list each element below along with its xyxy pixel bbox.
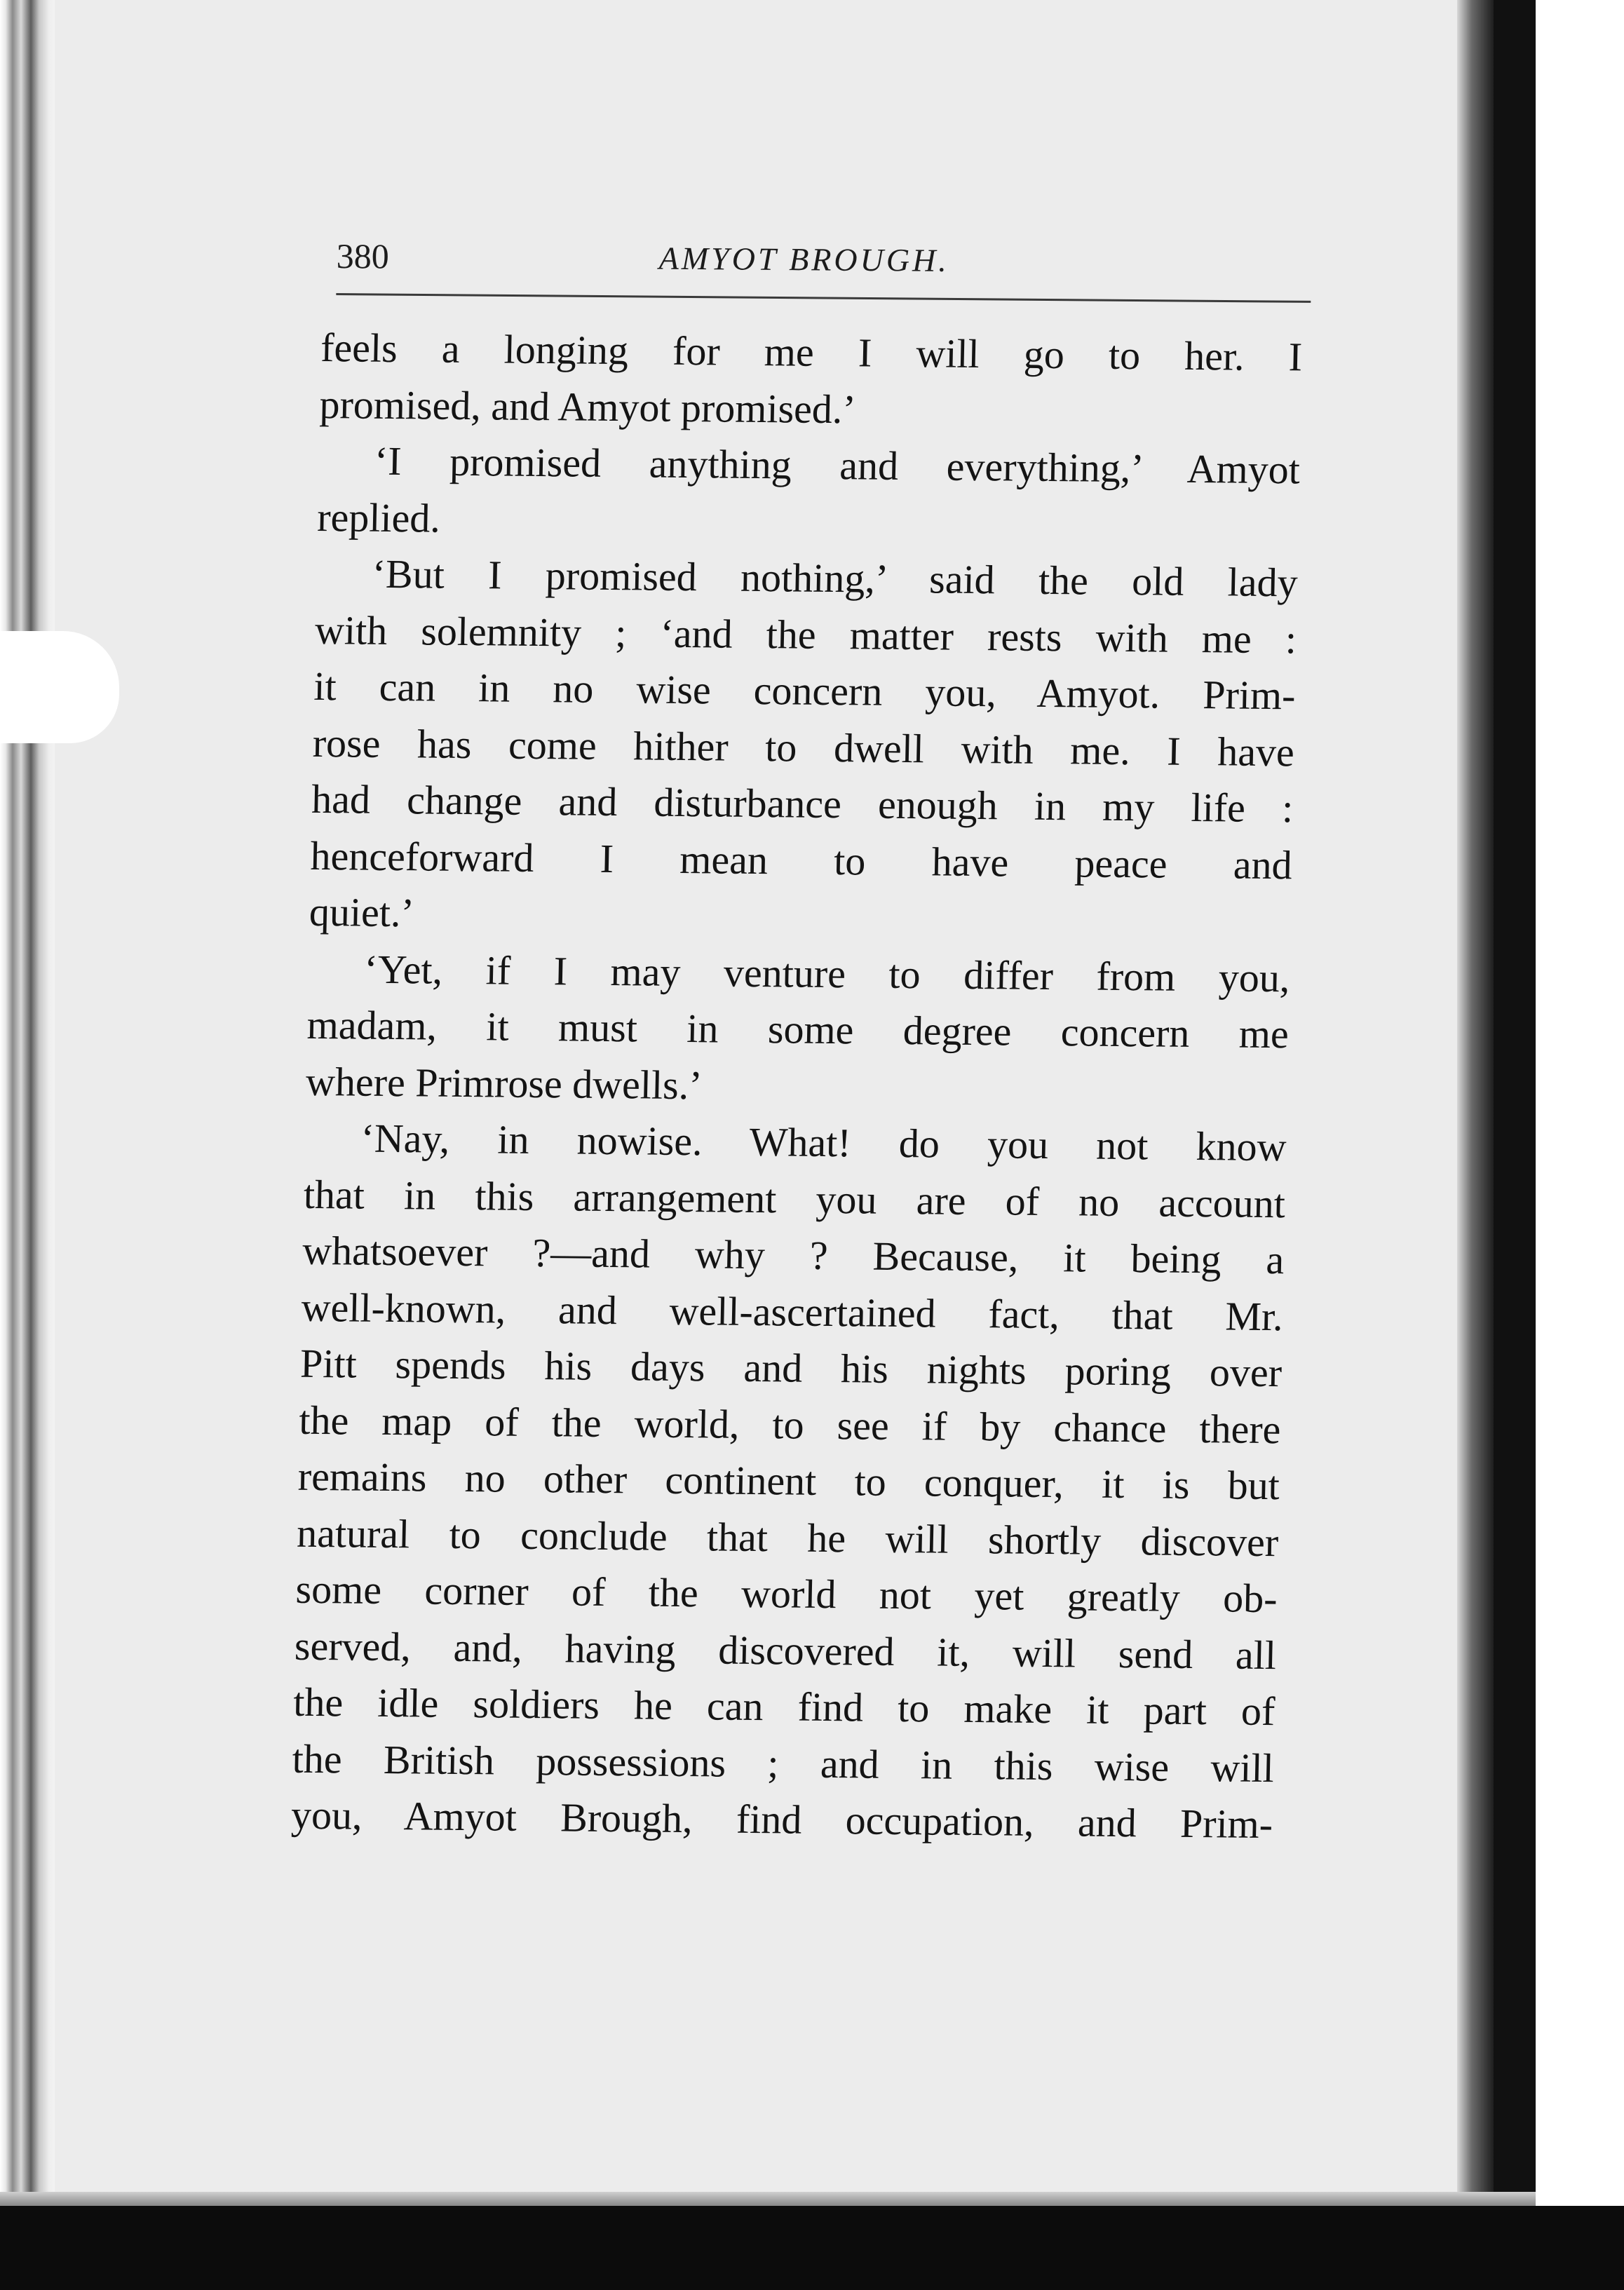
- text-line: the British possessions ; and in this wise will: [292, 1735, 1275, 1791]
- text-line: well-known, and well-ascertained fact, that Mr.: [301, 1284, 1284, 1339]
- text-line: replied.: [316, 494, 441, 541]
- text-line: some corner of the world not yet greatly ob-: [295, 1566, 1278, 1622]
- page-right-edge-shadow: [1457, 0, 1494, 2206]
- body-text: [290, 320, 1303, 1853]
- text-line: Pitt spends his days and his nights poring over: [299, 1340, 1283, 1396]
- text-line: quiet.’: [309, 888, 415, 936]
- text-line: with solemnity ; ‘and the matter rests with me :: [314, 607, 1297, 662]
- text-line: rose has come hither to dwell with me. I have: [312, 719, 1295, 775]
- text-line: it can in no wise concern you, Amyot. Prim-: [313, 663, 1297, 719]
- page-gutter: [1494, 0, 1536, 2206]
- text-line: ‘Nay, in nowise. What! do you not know: [360, 1115, 1287, 1170]
- text-line: the idle soldiers he can find to make it part of: [292, 1679, 1276, 1735]
- text-line: that in this arrangement you are of no account: [303, 1171, 1286, 1226]
- page-header: [336, 236, 1311, 306]
- text-line: remains no other continent to conquer, it is but: [297, 1453, 1280, 1509]
- text-line: ‘Yet, if I may venture to differ from you,: [363, 946, 1291, 1001]
- text-line: where Primrose dwells.’: [305, 1058, 703, 1108]
- page-number: 380: [336, 236, 389, 276]
- running-title: AMYOT BROUGH.: [658, 240, 950, 278]
- text-line: ‘But I promised nothing,’ said the old lady: [372, 550, 1299, 606]
- text-line: whatsoever ?—and why ? Because, it being a: [302, 1227, 1285, 1283]
- text-line: madam, it must in some degree concern me: [306, 1001, 1290, 1057]
- text-line: you, Amyot Brough, find occupation, and Prim-: [290, 1791, 1273, 1848]
- text-line: ‘I promised anything and everything,’ Amyot: [374, 438, 1301, 493]
- text-line: natural to conclude that he will shortly discover: [296, 1510, 1279, 1565]
- scan-bottom-border: [0, 2206, 1624, 2290]
- book-binding-edge: [0, 0, 55, 2290]
- text-line: henceforward I mean to have peace and: [310, 832, 1293, 888]
- text-line: promised, and Amyot promised.’: [318, 381, 857, 432]
- text-line: the map of the world, to see if by chance there: [298, 1397, 1282, 1452]
- facing-page-edge: [1536, 0, 1624, 2206]
- torn-margin-chip: [0, 631, 119, 743]
- text-line: feels a longing for me I will go to her. I: [320, 324, 1303, 380]
- text-line: had change and disturbance enough in my life :: [311, 775, 1294, 832]
- text-line: served, and, having discovered it, will send all: [294, 1622, 1277, 1678]
